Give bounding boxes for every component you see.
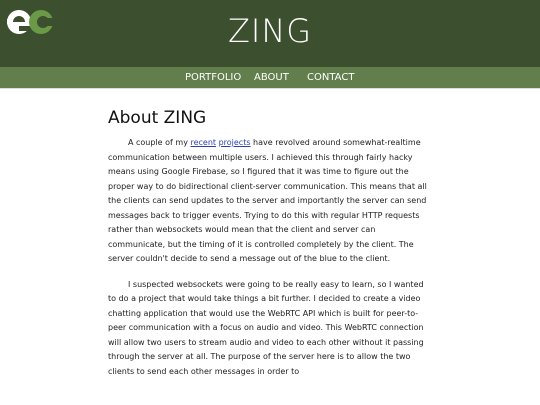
- recent-link[interactable]: recent: [190, 138, 217, 147]
- main-nav: [0, 67, 540, 89]
- paragraph-2: I suspected websockets were going to be really easy to learn, so I wanted to do a project that would take things a bit further. I decided to create a video chatting application that would use the WebRTC API which is built for peer-to-peer communication with a focus on audio and video. This WebRTC connection will allow two users to stream audio and video to each other without it passing through the server at all. The purpose of the server here is to allow the two clients to send each other messages in order to: [108, 279, 424, 376]
- page-title: About ZING: [108, 108, 207, 128]
- p1-body-text: have revolved around somewhat-realtime communication between multiple users. I achieved this through fairly hacky means using Google Firebase, so I figured that it was time to figure out the proper way to do bidirectional client-server communication. This means that all the clients can send updates to the server and importantly the server can send messages back to trigger events. Trying to do this with regular HTTP requests rather than websockets would mean that the client and server can communicate, but the timing of it is controlled completely by the client. The server couldn't decide to send a message out of the blue to the client.: [108, 138, 427, 263]
- projects-link[interactable]: projects: [218, 138, 251, 147]
- nav-portfolio-link[interactable]: PORTFOLIO: [185, 72, 242, 83]
- site-header: [0, 0, 540, 67]
- nav-about-link[interactable]: ABOUT: [254, 72, 289, 83]
- p1-intro-text: A couple of my: [128, 138, 191, 147]
- nav-contact-link[interactable]: CONTACT: [307, 72, 355, 83]
- paragraph-1: [108, 136, 430, 267]
- article: [108, 108, 430, 390]
- site-title[interactable]: ZING: [227, 12, 313, 50]
